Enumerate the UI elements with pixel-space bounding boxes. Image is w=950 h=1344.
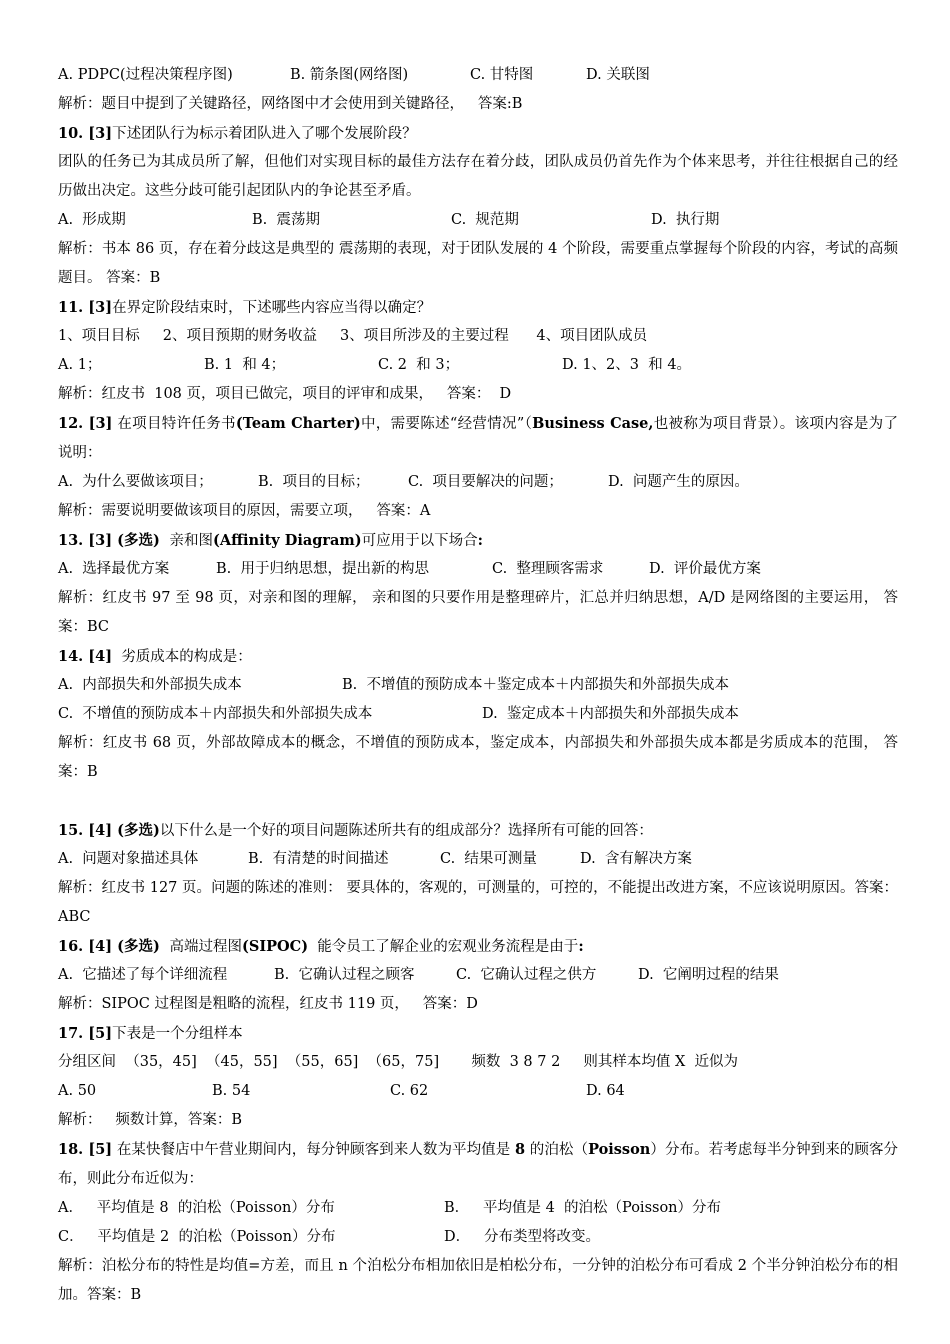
question-text: 劣质成本的构成是： (112, 649, 252, 665)
question-text: ）分布。若考虑每半分钟到来的顾客分布，则此分布近似为： (58, 1142, 899, 1187)
option-text: D. 含有解决方案 (580, 851, 692, 867)
question-heading (58, 409, 898, 468)
text-line: 解析：红皮书 108 页，项目已做完，项目的评审和成果， 答案： D (58, 386, 512, 402)
text-paragraph: 解析：红皮书 97 至 98 页，对亲和图的理解， 亲和图的只要作用是整理碎片，汇总并归纳思想，A/D 是网络图的主要运用， 答案：BC (58, 590, 898, 635)
option-text: A. 1； (58, 357, 102, 373)
option-text: B. 不增值的预防成本＋鉴定成本＋内部损失和外部损失成本 (342, 677, 729, 693)
options-row (58, 351, 898, 380)
question-text: 下述团队行为标示着团队进入了哪个发展阶段？ (112, 126, 417, 142)
question-tag: (多选) (112, 532, 165, 549)
blank-line (58, 787, 898, 816)
question-text: 在界定阶段结束时，下述哪些内容应当得以确定？ (112, 300, 432, 316)
question-text: 以下什么是一个好的项目问题陈述所共有的组成部分？选择所有可能的回答： (159, 823, 653, 839)
question-text: 的泊松（ (525, 1142, 589, 1158)
option-text: A. 内部损失和外部损失成本 (58, 677, 242, 693)
text-paragraph: 解析：泊松分布的特性是均值=方差，而且 n 个泊松分布相加依旧是柏松分布，一分钟的泊松分布可看成 2 个半分钟泊松分布的相加。答案：B (58, 1258, 898, 1303)
option-text: B. 箭条图(网络图) (290, 67, 409, 83)
options-row (58, 1223, 898, 1252)
option-text: D. 问题产生的原因。 (608, 474, 749, 490)
option-text: D. 它阐明过程的结果 (638, 967, 779, 983)
text-line: 解析： 频数计算，答案：B (58, 1112, 242, 1128)
document-page (58, 61, 898, 1310)
question-text: 能令员工了解企业的宏观业务流程是由于 (308, 939, 579, 955)
option-text: C. 甘特图 (470, 67, 534, 83)
option-text: C. 62 (390, 1083, 429, 1099)
question-term: 8 (514, 1141, 526, 1158)
options-row (58, 1194, 898, 1223)
question-number: 15. [4] (58, 822, 113, 839)
options-row (58, 1077, 898, 1106)
option-text: D. 64 (586, 1083, 625, 1099)
question-term: Business Case, (532, 415, 654, 432)
question-text: 高端过程图 (164, 939, 243, 955)
text-paragraph: 解析：书本 86 页，存在着分歧这是典型的 震荡期的表现，对于团队发展的 4 个阶段，需要重点掌握每个阶段的内容，考试的高频题目。 答案：B (58, 241, 898, 286)
options-row (58, 700, 898, 729)
text-paragraph: 解析：红皮书 68 页，外部故障成本的概念，不增值的预防成本，鉴定成本，内部损失和外部损失成本都是劣质成本的范围， 答案：B (58, 735, 898, 780)
options-row (58, 845, 898, 874)
question-number: 12. [3] (58, 415, 113, 432)
question-term: Poisson (588, 1141, 651, 1158)
question-number: 17. [5] (58, 1025, 113, 1042)
option-text: D. 1、2、3 和 4。 (562, 357, 692, 373)
question-text: 也被称为项目背景）。该项内容是为了说明： (58, 416, 898, 461)
question-heading (58, 119, 898, 148)
question-tag: (多选) (112, 822, 160, 839)
question-term: (SIPOC) (242, 938, 309, 955)
option-text: D. 执行期 (651, 212, 720, 228)
options-row (58, 555, 898, 584)
option-text: C. 规范期 (451, 212, 519, 228)
question-heading (58, 526, 898, 555)
question-number: 11. [3] (58, 299, 113, 316)
question-term: (Affinity Diagram) (213, 532, 362, 549)
text-line: 解析：题目中提到了关键路径，网络图中才会使用到关键路径， 答案:B (58, 96, 523, 112)
option-text: A. 为什么要做该项目； (58, 474, 213, 490)
question-colon: : (477, 532, 483, 549)
question-text: 可应用于以下场合 (361, 533, 478, 549)
options-row (58, 206, 898, 235)
option-text: C. 2 和 3； (378, 357, 460, 373)
option-text: B. 它确认过程之顾客 (274, 967, 415, 983)
option-text: B. 1 和 4； (204, 357, 286, 373)
option-text: B. 震荡期 (252, 212, 320, 228)
question-heading (58, 932, 898, 961)
text-line: 分组区间 （35，45] （45，55] （55，65] （65，75] 频数 3 8 7 2 则其样本均值 X 近似为 (58, 1054, 739, 1070)
question-text: 下表是一个分组样本 (112, 1026, 243, 1042)
question-text: 在某快餐店中午营业期间内，每分钟顾客到来人数为平均值是 (112, 1142, 515, 1158)
text-paragraph: 解析：红皮书 127 页。问题的陈述的准则： 要具体的，客观的，可测量的，可控的，不能提出改进方案，不应该说明原因。答案：ABC (58, 880, 898, 925)
text-line: 解析：需要说明要做该项目的原因，需要立项， 答案：A (58, 503, 431, 519)
option-text: A. 问题对象描述具体 (58, 851, 199, 867)
question-term: (Team Charter) (235, 415, 361, 432)
option-text: A. PDPC(过程决策程序图) (58, 67, 233, 83)
option-text: C. 整理顾客需求 (492, 561, 604, 577)
question-text: 在项目特许任务书 (112, 416, 236, 432)
option-text: A. 形成期 (58, 212, 126, 228)
text-line: 1、项目目标 2、项目预期的财务收益 3、项目所涉及的主要过程 4、项目团队成员 (58, 328, 648, 344)
option-text: B. 项目的目标； (258, 474, 370, 490)
question-number: 10. [3] (58, 125, 113, 142)
question-heading (58, 1135, 898, 1194)
option-text: C. 它确认过程之供方 (456, 967, 597, 983)
option-text: D. 鉴定成本＋内部损失和外部损失成本 (482, 706, 739, 722)
question-text: 亲和图 (164, 533, 214, 549)
question-colon: : (578, 938, 584, 955)
option-text: A. 50 (58, 1083, 97, 1099)
question-text: 中，需要陈述“经营情况”（ (360, 416, 533, 432)
question-heading (58, 293, 898, 322)
question-tag: (多选) (112, 938, 165, 955)
option-text: A. 它描述了每个详细流程 (58, 967, 228, 983)
options-row (58, 61, 898, 90)
question-number: 14. [4] (58, 648, 113, 665)
question-number: 16. [4] (58, 938, 113, 955)
option-text: D. 关联图 (586, 67, 650, 83)
question-number: 18. [5] (58, 1141, 113, 1158)
option-text: C. 项目要解决的问题； (408, 474, 563, 490)
option-text: B. 54 (212, 1083, 251, 1099)
question-heading (58, 816, 898, 845)
option-text: A． 平均值是 8 的泊松（Poisson）分布 (58, 1200, 335, 1216)
text-line: 解析：SIPOC 过程图是粗略的流程，红皮书 119 页， 答案：D (58, 996, 478, 1012)
option-text: C. 结果可测量 (440, 851, 537, 867)
option-text: D． 分布类型将改变。 (444, 1229, 600, 1245)
text-paragraph: 团队的任务已为其成员所了解，但他们对实现目标的最佳方法存在着分歧，团队成员仍首先作为个体来思考，并往往根据自己的经历做出决定。这些分歧可能引起团队内的争论甚至矛盾。 (58, 154, 898, 199)
question-number: 13. [3] (58, 532, 113, 549)
option-text: B． 平均值是 4 的泊松（Poisson）分布 (444, 1200, 722, 1216)
option-text: D. 评价最优方案 (649, 561, 761, 577)
option-text: B. 用于归纳思想，提出新的构思 (216, 561, 429, 577)
option-text: B. 有清楚的时间描述 (248, 851, 389, 867)
option-text: C. 不增值的预防成本＋内部损失和外部损失成本 (58, 706, 373, 722)
question-heading (58, 1019, 898, 1048)
question-heading (58, 642, 898, 671)
options-row (58, 671, 898, 700)
option-text: A. 选择最优方案 (58, 561, 170, 577)
options-row (58, 468, 898, 497)
option-text: C． 平均值是 2 的泊松（Poisson）分布 (58, 1229, 336, 1245)
options-row (58, 961, 898, 990)
